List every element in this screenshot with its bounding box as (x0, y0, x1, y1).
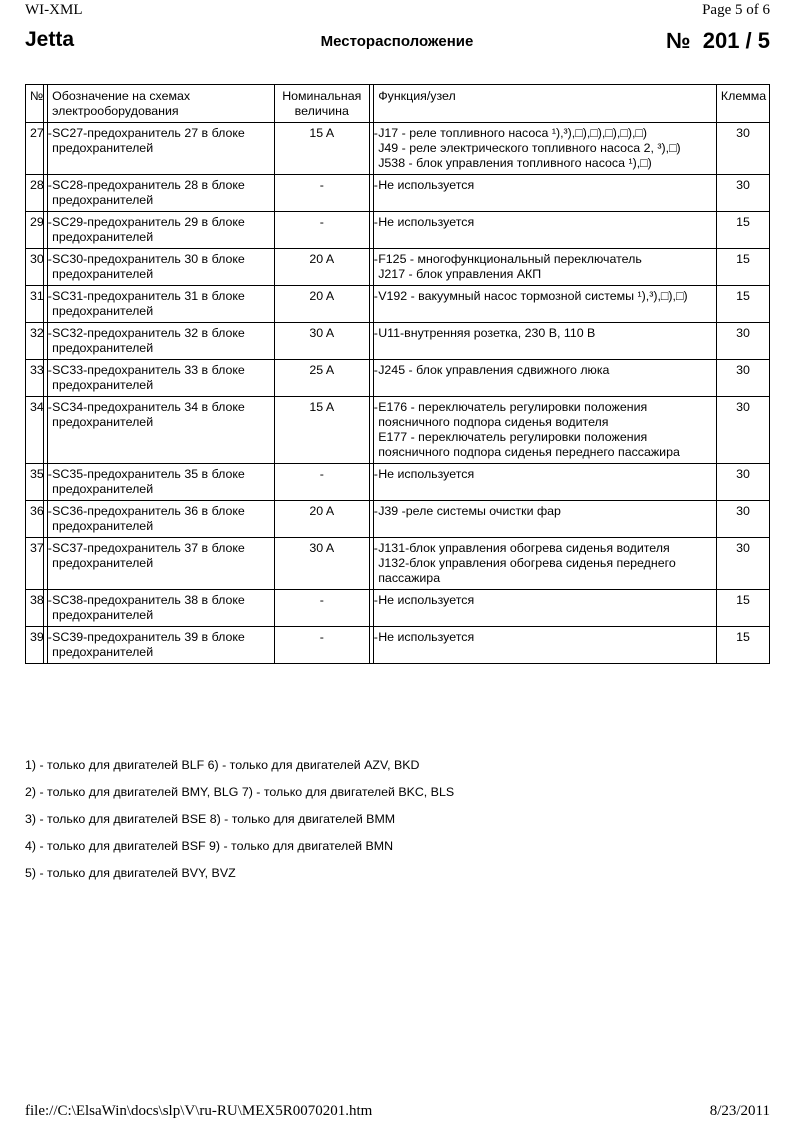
cell-designation: SC27-предохранитель 27 в блоке предохранителей (48, 123, 275, 175)
cell-dash: - (369, 464, 373, 501)
cell-function (374, 123, 717, 175)
table-row (26, 627, 770, 664)
cell-terminal: 30 (716, 464, 769, 501)
cell-dash: - (43, 123, 47, 175)
footnote: 5) - только для двигателей BVY, BVZ (25, 866, 236, 880)
function-line: J17 - реле топливного насоса ¹),³),□),□),□),□),□) (378, 126, 648, 140)
cell-terminal: 15 (716, 627, 769, 664)
table-row (26, 286, 770, 323)
col-header-name: Обозначение на схемах электрооборудования (48, 85, 275, 123)
cell-terminal: 30 (716, 123, 769, 175)
cell-function (374, 464, 717, 501)
cell-rated-value: - (274, 175, 369, 212)
cell-function (374, 590, 717, 627)
function-line: J538 - блок управления топливного насоса ¹),□) (378, 156, 652, 170)
cell-dash: - (43, 175, 47, 212)
cell-designation: SC38-предохранитель 38 в блоке предохранителей (48, 590, 275, 627)
cell-designation: SC34-предохранитель 34 в блоке предохранителей (48, 397, 275, 464)
cell-number: 39 (26, 627, 44, 664)
print-header-source: WI-XML (25, 2, 83, 18)
cell-function (374, 627, 717, 664)
cell-dash: - (369, 397, 373, 464)
cell-number: 33 (26, 360, 44, 397)
table-row (26, 538, 770, 590)
function-line: Не используется (378, 467, 475, 481)
cell-dash: - (369, 590, 373, 627)
cell-terminal: 30 (716, 175, 769, 212)
col-header-num: № (26, 85, 44, 123)
doc-model: Jetta (25, 28, 75, 51)
col-header-terminal: Клемма (716, 85, 769, 123)
cell-function (374, 249, 717, 286)
cell-number: 32 (26, 323, 44, 360)
function-line: J245 - блок управления сдвижного люка (378, 363, 610, 377)
cell-designation: SC28-предохранитель 28 в блоке предохранителей (48, 175, 275, 212)
function-line: V192 - вакуумный насос тормозной системы ¹),³),□),□) (378, 289, 688, 303)
footnote: 4) - только для двигателей BSF 9) - только для двигателей BMN (25, 839, 394, 853)
table-row (26, 212, 770, 249)
table-row (26, 501, 770, 538)
cell-rated-value: 30 A (274, 323, 369, 360)
cell-terminal: 30 (716, 501, 769, 538)
cell-dash: - (43, 501, 47, 538)
cell-rated-value: - (274, 627, 369, 664)
cell-number: 35 (26, 464, 44, 501)
fuse-table-body (26, 123, 770, 664)
cell-rated-value: - (274, 212, 369, 249)
cell-terminal: 15 (716, 286, 769, 323)
cell-rated-value: 20 A (274, 501, 369, 538)
cell-dash: - (43, 212, 47, 249)
cell-number: 38 (26, 590, 44, 627)
cell-function (374, 175, 717, 212)
table-row (26, 175, 770, 212)
cell-dash: - (369, 286, 373, 323)
cell-dash: - (43, 590, 47, 627)
doc-number: № 201 / 5 (665, 28, 770, 53)
cell-number: 27 (26, 123, 44, 175)
function-line: Не используется (378, 215, 475, 229)
table-row (26, 360, 770, 397)
function-line: J39 -реле системы очистки фар (378, 504, 561, 518)
table-row (26, 249, 770, 286)
cell-designation: SC30-предохранитель 30 в блоке предохранителей (48, 249, 275, 286)
cell-number: 37 (26, 538, 44, 590)
col-header-function: Функция/узел (374, 85, 717, 123)
cell-terminal: 15 (716, 249, 769, 286)
doc-title: Месторасположение (320, 33, 474, 50)
cell-terminal: 30 (716, 397, 769, 464)
cell-number: 29 (26, 212, 44, 249)
cell-terminal: 30 (716, 323, 769, 360)
cell-function (374, 538, 717, 590)
footnote: 3) - только для двигателей BSE 8) - только для двигателей BMM (25, 812, 396, 826)
function-line: Не используется (378, 178, 475, 192)
cell-function (374, 397, 717, 464)
cell-dash: - (43, 397, 47, 464)
cell-rated-value: - (274, 590, 369, 627)
col-header-value: Номинальная величина (274, 85, 369, 123)
cell-dash: - (369, 323, 373, 360)
cell-terminal: 15 (716, 590, 769, 627)
cell-dash: - (43, 286, 47, 323)
cell-number: 34 (26, 397, 44, 464)
table-row (26, 590, 770, 627)
cell-dash: - (43, 627, 47, 664)
footnote: 1) - только для двигателей BLF 6) - только для двигателей AZV, BKD (25, 758, 420, 772)
function-line: E176 - переключатель регулировки положения поясничного подпора сиденья водителя (378, 400, 648, 429)
cell-rated-value: 20 A (274, 286, 369, 323)
function-line: J131-блок управления обогрева сиденья водителя (378, 541, 670, 555)
function-line: J132-блок управления обогрева сиденья переднего пассажира (378, 556, 676, 585)
table-row (26, 123, 770, 175)
cell-rated-value: 15 A (274, 123, 369, 175)
function-line: Не используется (378, 630, 475, 644)
cell-terminal: 15 (716, 212, 769, 249)
function-line: Не используется (378, 593, 475, 607)
cell-number: 31 (26, 286, 44, 323)
cell-terminal: 30 (716, 360, 769, 397)
cell-designation: SC33-предохранитель 33 в блоке предохранителей (48, 360, 275, 397)
function-line: U11-внутренняя розетка, 230 В, 110 В (378, 326, 596, 340)
table-row (26, 323, 770, 360)
cell-dash: - (43, 360, 47, 397)
cell-function (374, 212, 717, 249)
cell-function (374, 360, 717, 397)
cell-dash: - (369, 360, 373, 397)
table-header-row (26, 85, 770, 123)
print-footer-date: 8/23/2011 (709, 1103, 770, 1119)
cell-designation: SC29-предохранитель 29 в блоке предохранителей (48, 212, 275, 249)
cell-dash: - (43, 249, 47, 286)
cell-number: 36 (26, 501, 44, 538)
cell-dash: - (43, 464, 47, 501)
cell-function (374, 501, 717, 538)
print-footer-path: file://C:\ElsaWin\docs\slp\V\ru-RU\MEX5R0070201.htm (25, 1103, 373, 1119)
cell-dash: - (43, 538, 47, 590)
function-line: F125 - многофункциональный переключатель (378, 252, 642, 266)
cell-dash: - (369, 123, 373, 175)
cell-designation: SC31-предохранитель 31 в блоке предохранителей (48, 286, 275, 323)
table-row (26, 464, 770, 501)
cell-dash: - (369, 212, 373, 249)
cell-rated-value: 30 A (274, 538, 369, 590)
cell-dash: - (43, 323, 47, 360)
footnotes (25, 758, 485, 893)
cell-dash: - (369, 249, 373, 286)
print-header-page: Page 5 of 6 (702, 2, 770, 18)
cell-rated-value: 20 A (274, 249, 369, 286)
cell-function (374, 286, 717, 323)
footnote: 2) - только для двигателей BMY, BLG 7) - только для двигателей BKC, BLS (25, 785, 455, 799)
cell-terminal: 30 (716, 538, 769, 590)
cell-number: 28 (26, 175, 44, 212)
function-line: J49 - реле электрического топливного насоса 2, ³),□) (378, 141, 681, 155)
fuse-table (25, 84, 770, 664)
cell-rated-value: 25 A (274, 360, 369, 397)
cell-rated-value: 15 A (274, 397, 369, 464)
cell-dash: - (369, 627, 373, 664)
cell-dash: - (369, 501, 373, 538)
cell-designation: SC32-предохранитель 32 в блоке предохранителей (48, 323, 275, 360)
cell-designation: SC35-предохранитель 35 в блоке предохранителей (48, 464, 275, 501)
cell-dash: - (369, 538, 373, 590)
cell-designation: SC37-предохранитель 37 в блоке предохранителей (48, 538, 275, 590)
cell-designation: SC36-предохранитель 36 в блоке предохранителей (48, 501, 275, 538)
cell-rated-value: - (274, 464, 369, 501)
cell-designation: SC39-предохранитель 39 в блоке предохранителей (48, 627, 275, 664)
cell-function (374, 323, 717, 360)
cell-number: 30 (26, 249, 44, 286)
table-row (26, 397, 770, 464)
function-line: E177 - переключатель регулировки положения поясничного подпора сиденья переднего пассажира (378, 430, 680, 459)
function-line: J217 - блок управления АКП (378, 267, 542, 281)
cell-dash: - (369, 175, 373, 212)
